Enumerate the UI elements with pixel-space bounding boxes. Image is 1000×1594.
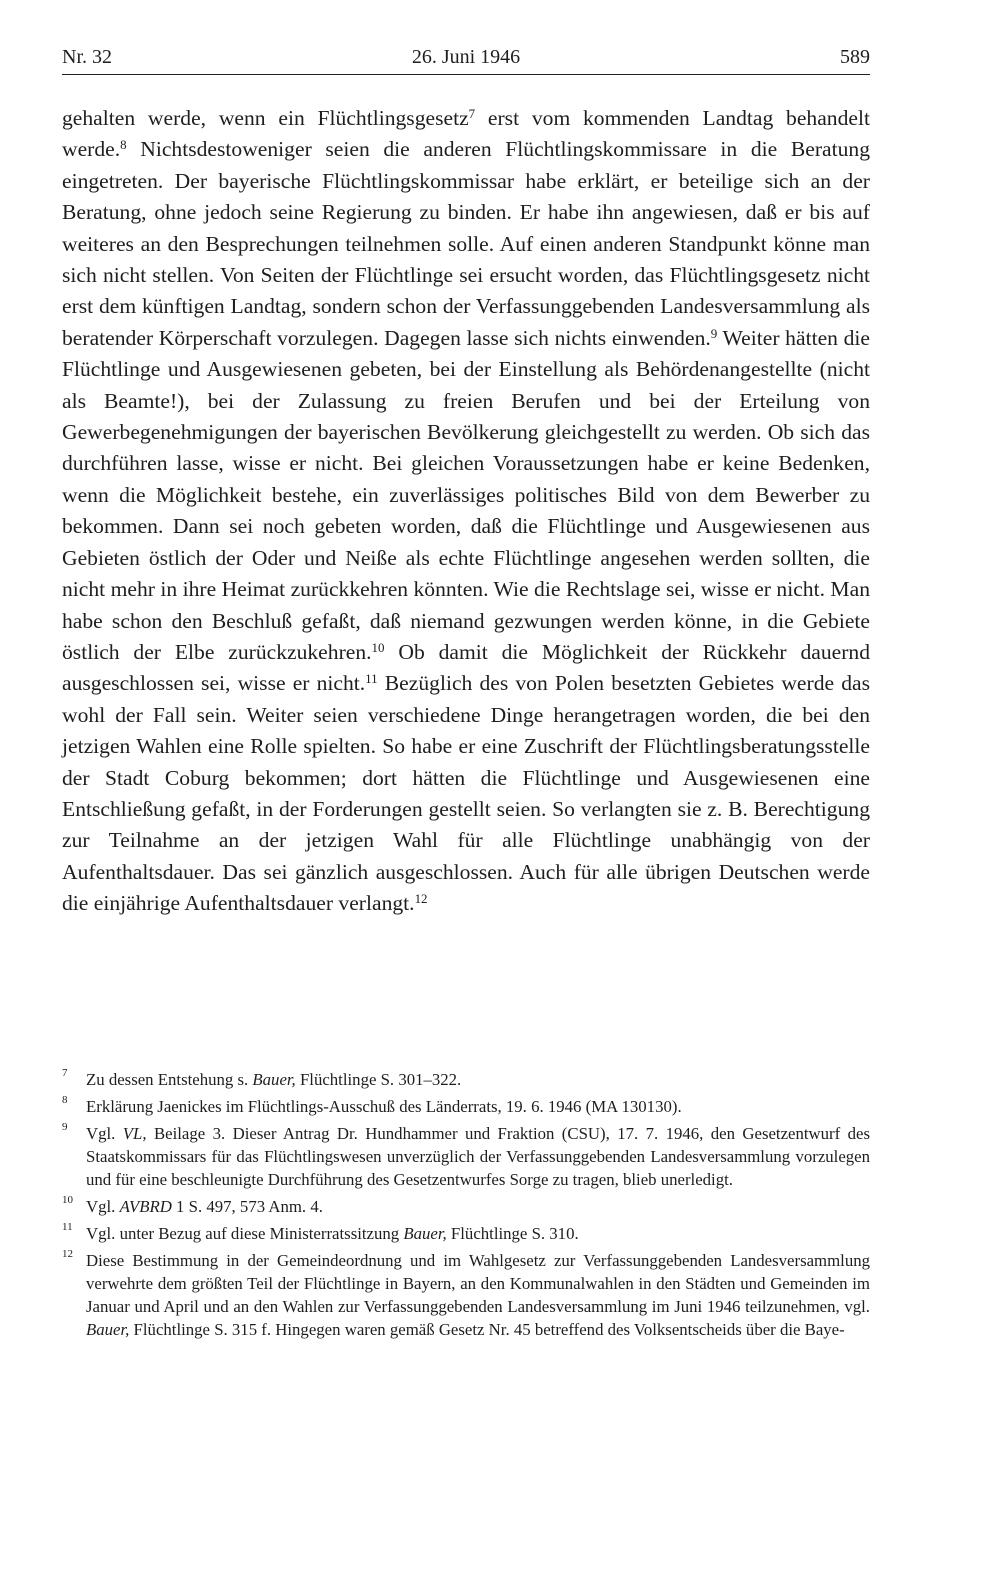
text-run: Vgl.	[86, 1124, 123, 1143]
text-run: Flüchtlinge S. 310.	[446, 1224, 579, 1243]
page-number: 589	[840, 46, 870, 68]
text-run: gehalten werde, wenn ein Flüchtlingsgesetz	[62, 106, 469, 130]
italic-text: AVBRD	[119, 1197, 172, 1216]
text-run: Flüchtlinge S. 315 f. Hingegen waren gemäß Gesetz Nr. 45 betreffend des Volksentscheids über die Baye-	[129, 1320, 845, 1339]
text-run: Vgl.	[86, 1197, 120, 1216]
text-run: Zu dessen Entstehung s.	[86, 1070, 253, 1089]
footnote	[62, 1222, 870, 1245]
text-run: Beilage 3. Dieser Antrag Dr. Hundhammer und Fraktion (CSU), 17. 7. 1946, den Gesetzentwurf des Staatskommissars für das Flüchtlingswesen unverzüglich der Verfassunggebenden Landesversammlung vorzulegen und für eine beschleunigte Durchführung des Gesetzentwurfes Sorge zu tragen, blieb unerledigt.	[86, 1124, 871, 1189]
footnote	[62, 1068, 870, 1091]
footnote-ref: 11	[365, 671, 378, 687]
text-run: Weiter hätten die Flüchtlinge und Ausgewiesenen gebeten, bei der Einstellung als Behördenangestellte (nicht als Beamte!), bei der Zulassung zu freien Berufen und bei der Erteilung von Gewerbegenehmigungen der bayerischen Bevölkerung gleichgestellt zu werden. Ob sich das durchführen lasse, wisse er nicht. Bei gleichen Voraussetzungen habe er keine Bedenken, wenn die Möglichkeit bestehe, ein zuverlässiges politisches Bild von dem Bewerber zu bekommen. Dann sei noch gebeten worden, daß die Flüchtlinge und Ausgewiesenen aus Gebieten östlich der Oder und Neiße als echte Flüchtlinge angesehen werden sollten, die nicht mehr in ihre Heimat zurückkehren könnten. Wie die Rechtslage sei, wisse er nicht. Man habe schon den Beschluß gefaßt, daß niemand gezwungen werden könne, in die Gebiete östlich der Elbe zurückzukehren.	[62, 325, 870, 664]
running-header	[62, 42, 870, 72]
footnote-ref: 8	[120, 137, 127, 153]
text-run: Flüchtlinge S. 301–322.	[295, 1070, 462, 1089]
footnote-number: 7	[62, 1067, 68, 1079]
footnote-number: 11	[62, 1221, 73, 1233]
footnote-ref: 12	[414, 891, 428, 907]
footnote	[62, 1122, 870, 1191]
footnote-number: 10	[62, 1194, 73, 1206]
text-run: erst vom kommenden Landtag behandelt werde.	[62, 106, 870, 162]
footnote-number: 8	[62, 1094, 68, 1106]
text-run: Erklärung Jaenickes im Flüchtlings-Ausschuß des Länderrats, 19. 6. 1946 (MA 130130).	[86, 1097, 682, 1116]
text-run: 1 S. 497, 573 Anm. 4.	[171, 1197, 323, 1216]
footnote	[62, 1095, 870, 1118]
text-run: Diese Bestimmung in der Gemeindeordnung und im Wahlgesetz zur Verfassunggebenden Landesversammlung verwehrte dem größten Teil der Flüchtlinge in Bayern, an den Kommunalwahlen in den Städten und Gemeinden im Januar und April und an den Wahlen zur Verfassunggebenden Landesversammlung im Juni 1946 teilzunehmen, vgl.	[86, 1251, 870, 1316]
footnote	[62, 1249, 870, 1341]
footnote-number: 12	[62, 1248, 73, 1260]
footnote-ref: 7	[468, 105, 476, 121]
footnote-ref: 9	[710, 325, 718, 341]
text-run: Vgl. unter Bezug auf diese Ministerratssitzung	[86, 1224, 404, 1243]
italic-text: VL,	[122, 1124, 147, 1143]
header-date: 26. Juni 1946	[411, 46, 521, 68]
main-text	[62, 103, 870, 920]
footnote	[62, 1195, 870, 1218]
footnotes	[62, 1068, 870, 1345]
italic-text: Bauer,	[403, 1224, 447, 1243]
footnote-number: 9	[62, 1121, 68, 1133]
footnote-ref: 10	[371, 639, 385, 655]
text-run: Bezüglich des von Polen besetzten Gebietes werde das wohl der Fall sein. Weiter seien verschiedene Dinge herangetragen worden, die bei den jetzigen Wahlen eine Rolle spielten. So habe er eine Zuschrift der Flüchtlingsberatungsstelle der Stadt Coburg bekommen; dort hätten die Flüchtlinge und Ausgewiesenen eine Entschließung gefaßt, in der Forderungen gestellt seien. So verlangten sie z. B. Berechtigung zur Teilnahme an der jetzigen Wahl für alle Flüchtlinge unabhängig von der Aufenthaltsdauer. Das sei gänzlich ausgeschlossen. Auch für alle übrigen Deutschen werde die einjährige Aufenthaltsdauer verlangt.	[62, 671, 870, 916]
italic-text: Bauer,	[252, 1070, 296, 1089]
issue-number: Nr. 32	[62, 46, 112, 68]
text-run: Ob damit die Möglichkeit der Rückkehr dauernd ausgeschlossen sei, wisse er nicht.	[62, 639, 870, 696]
text-run: Nichtsdestoweniger seien die anderen Flüchtlingskommissare in die Beratung eingetreten. Der bayerische Flüchtlingskommissar habe erklärt, er beteilige sich an der Beratung, ohne jedoch seine Regierung zu binden. Er habe ihn angewiesen, daß er bis auf weiteres an den Besprechungen teilnehmen solle. Auf einen anderen Standpunkt könne man sich nicht stellen. Von Seiten der Flüchtlinge sei ersucht worden, das Flüchtlingsgesetz nicht erst dem künftigen Landtag, sondern schon der Verfassunggebenden Landesversammlung als beratender Körperschaft vorzulegen. Dagegen lasse sich nichts einwenden.	[62, 137, 870, 350]
italic-text: Bauer,	[86, 1320, 130, 1339]
body-paragraph	[62, 103, 870, 920]
header-rule	[62, 74, 870, 75]
